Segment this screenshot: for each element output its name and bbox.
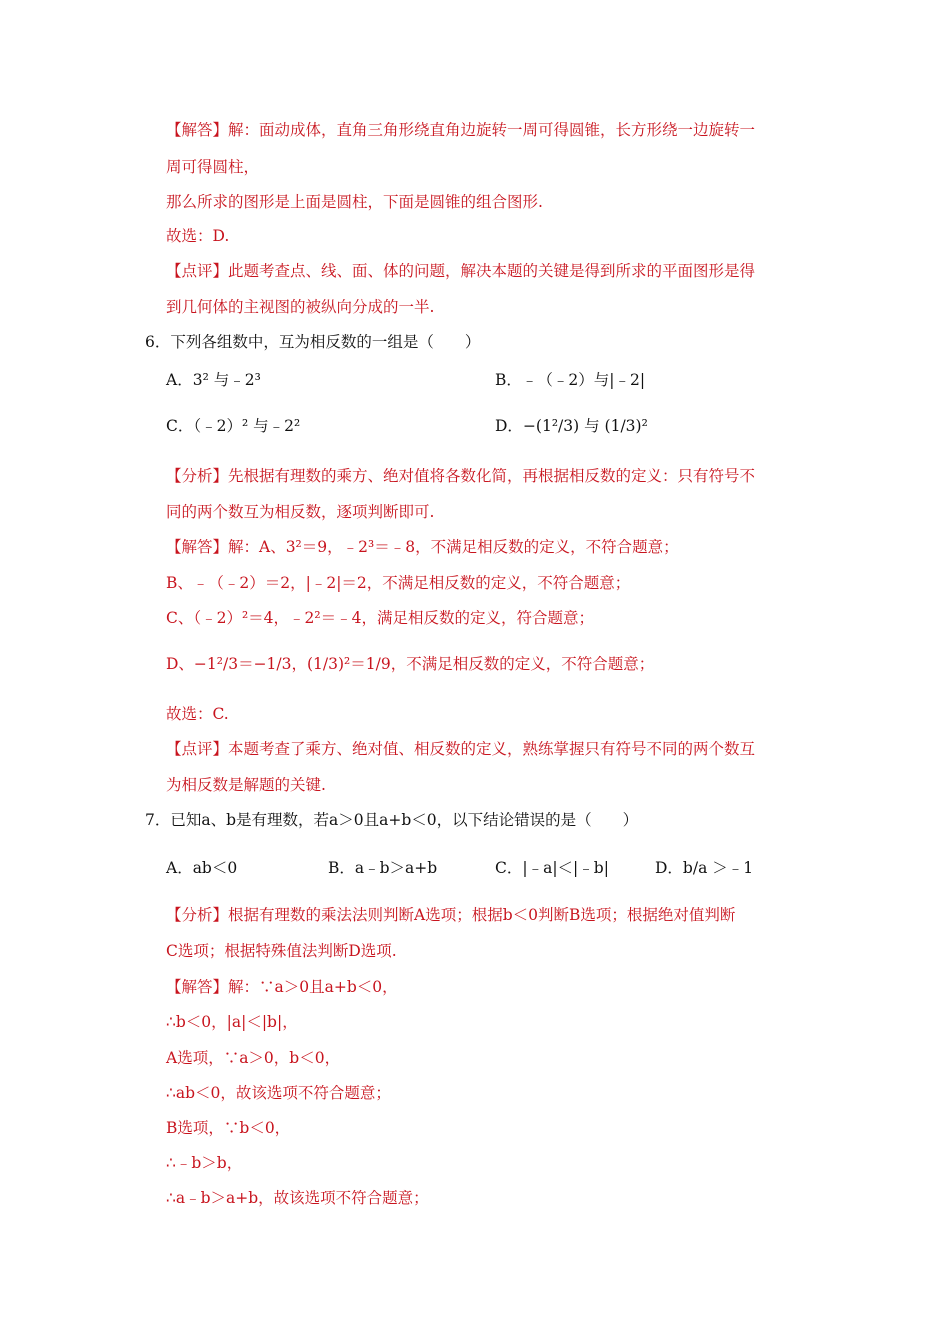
q6-option-d-text: −(1²/3) 与 (1/3)²: [522, 417, 648, 435]
q7-jieda-s4: ∴ab＜0，故该选项不符合题意；: [166, 1084, 391, 1102]
q6-option-c-text: （﹣2）² 与﹣2²: [193, 417, 301, 435]
q6-option-a-text: 3² 与﹣2³: [192, 371, 261, 389]
q6-option-b: [495, 368, 645, 390]
q7-jieda-s6: ∴﹣b＞b，: [166, 1154, 243, 1172]
q6-stem: 6．下列各组数中，互为相反数的一组是（ ）: [145, 333, 481, 351]
q7-jieda-s1: 【解答】解：∵a＞0且a+b＜0，: [166, 978, 398, 996]
q7-fenxi-line2: C选项；根据特殊值法判断D选项.: [166, 942, 397, 960]
q7-option-b: B．a﹣b＞a+b: [328, 859, 438, 877]
q6-fenxi-line1: 【分析】先根据有理数的乘方、绝对值将各数化简，再根据相反数的定义：只有符号不: [166, 467, 756, 485]
q7-option-d: D．b/a ＞﹣1: [655, 859, 754, 877]
q7-stem: 7．已知a、b是有理数，若a＞0且a+b＜0，以下结论错误的是（ ）: [145, 811, 639, 829]
q6-jieda-d: D、−1²/3＝−1/3，(1/3)²＝1/9，不满足相反数的定义，不符合题意；: [166, 655, 655, 673]
q5-guxuan: 故选：D.: [166, 227, 230, 245]
q7-jieda-s2: ∴b＜0，|a|＜|b|，: [166, 1013, 298, 1031]
q6-dianping-line2: 为相反数是解题的关键.: [166, 776, 326, 794]
q5-jieda-line1: 【解答】解：面动成体，直角三角形绕直角边旋转一周可得圆锥，长方形绕一边旋转一: [166, 121, 756, 139]
q7-option-a: A．ab＜0: [166, 859, 238, 877]
q6-jieda-c: C、（﹣2）²＝4，﹣2²＝﹣4，满足相反数的定义，符合题意；: [166, 609, 594, 627]
q6-jieda-b: B、﹣（﹣2）＝2，|﹣2|＝2，不满足相反数的定义，不符合题意；: [166, 574, 631, 592]
q6-option-d-label: D．: [495, 417, 523, 435]
q5-jieda-line2: 周可得圆柱，: [166, 158, 260, 176]
q6-guxuan: 故选：C.: [166, 705, 229, 723]
q6-option-c-label: C．: [166, 417, 194, 435]
q6-jieda-a: 【解答】解：A、3²＝9，﹣2³＝﹣8，不满足相反数的定义，不符合题意；: [166, 538, 679, 556]
q7-option-c: C．|﹣a|＜|﹣b|: [495, 859, 609, 877]
q6-option-b-text: ﹣（﹣2）与|﹣2|: [521, 371, 646, 389]
q7-jieda-s3: A选项，∵a＞0，b＜0，: [166, 1049, 341, 1067]
q6-option-d: [495, 414, 648, 436]
q7-jieda-s7: ∴a﹣b＞a+b，故该选项不符合题意；: [166, 1189, 429, 1207]
q6-option-a-label: A．: [166, 371, 193, 389]
q6-option-b-label: B．: [495, 371, 522, 389]
q6-option-a: [166, 368, 261, 390]
q5-jieda-line3: 那么所求的图形是上面是圆柱，下面是圆锥的组合图形.: [166, 193, 543, 211]
q5-dianping-line2: 到几何体的主视图的被纵向分成的一半.: [166, 298, 435, 316]
q6-option-c: [166, 414, 300, 436]
q7-jieda-s5: B选项，∵b＜0，: [166, 1119, 291, 1137]
q6-dianping-line1: 【点评】本题考查了乘方、绝对值、相反数的定义，熟练掌握只有符号不同的两个数互: [166, 740, 756, 758]
q5-dianping-line1: 【点评】此题考查点、线、面、体的问题，解决本题的关键是得到所求的平面图形是得: [166, 262, 756, 280]
q7-fenxi-line1: 【分析】根据有理数的乘法法则判断A选项；根据b＜0判断B选项；根据绝对值判断: [166, 906, 736, 924]
q6-fenxi-line2: 同的两个数互为相反数，逐项判断即可.: [166, 503, 435, 521]
